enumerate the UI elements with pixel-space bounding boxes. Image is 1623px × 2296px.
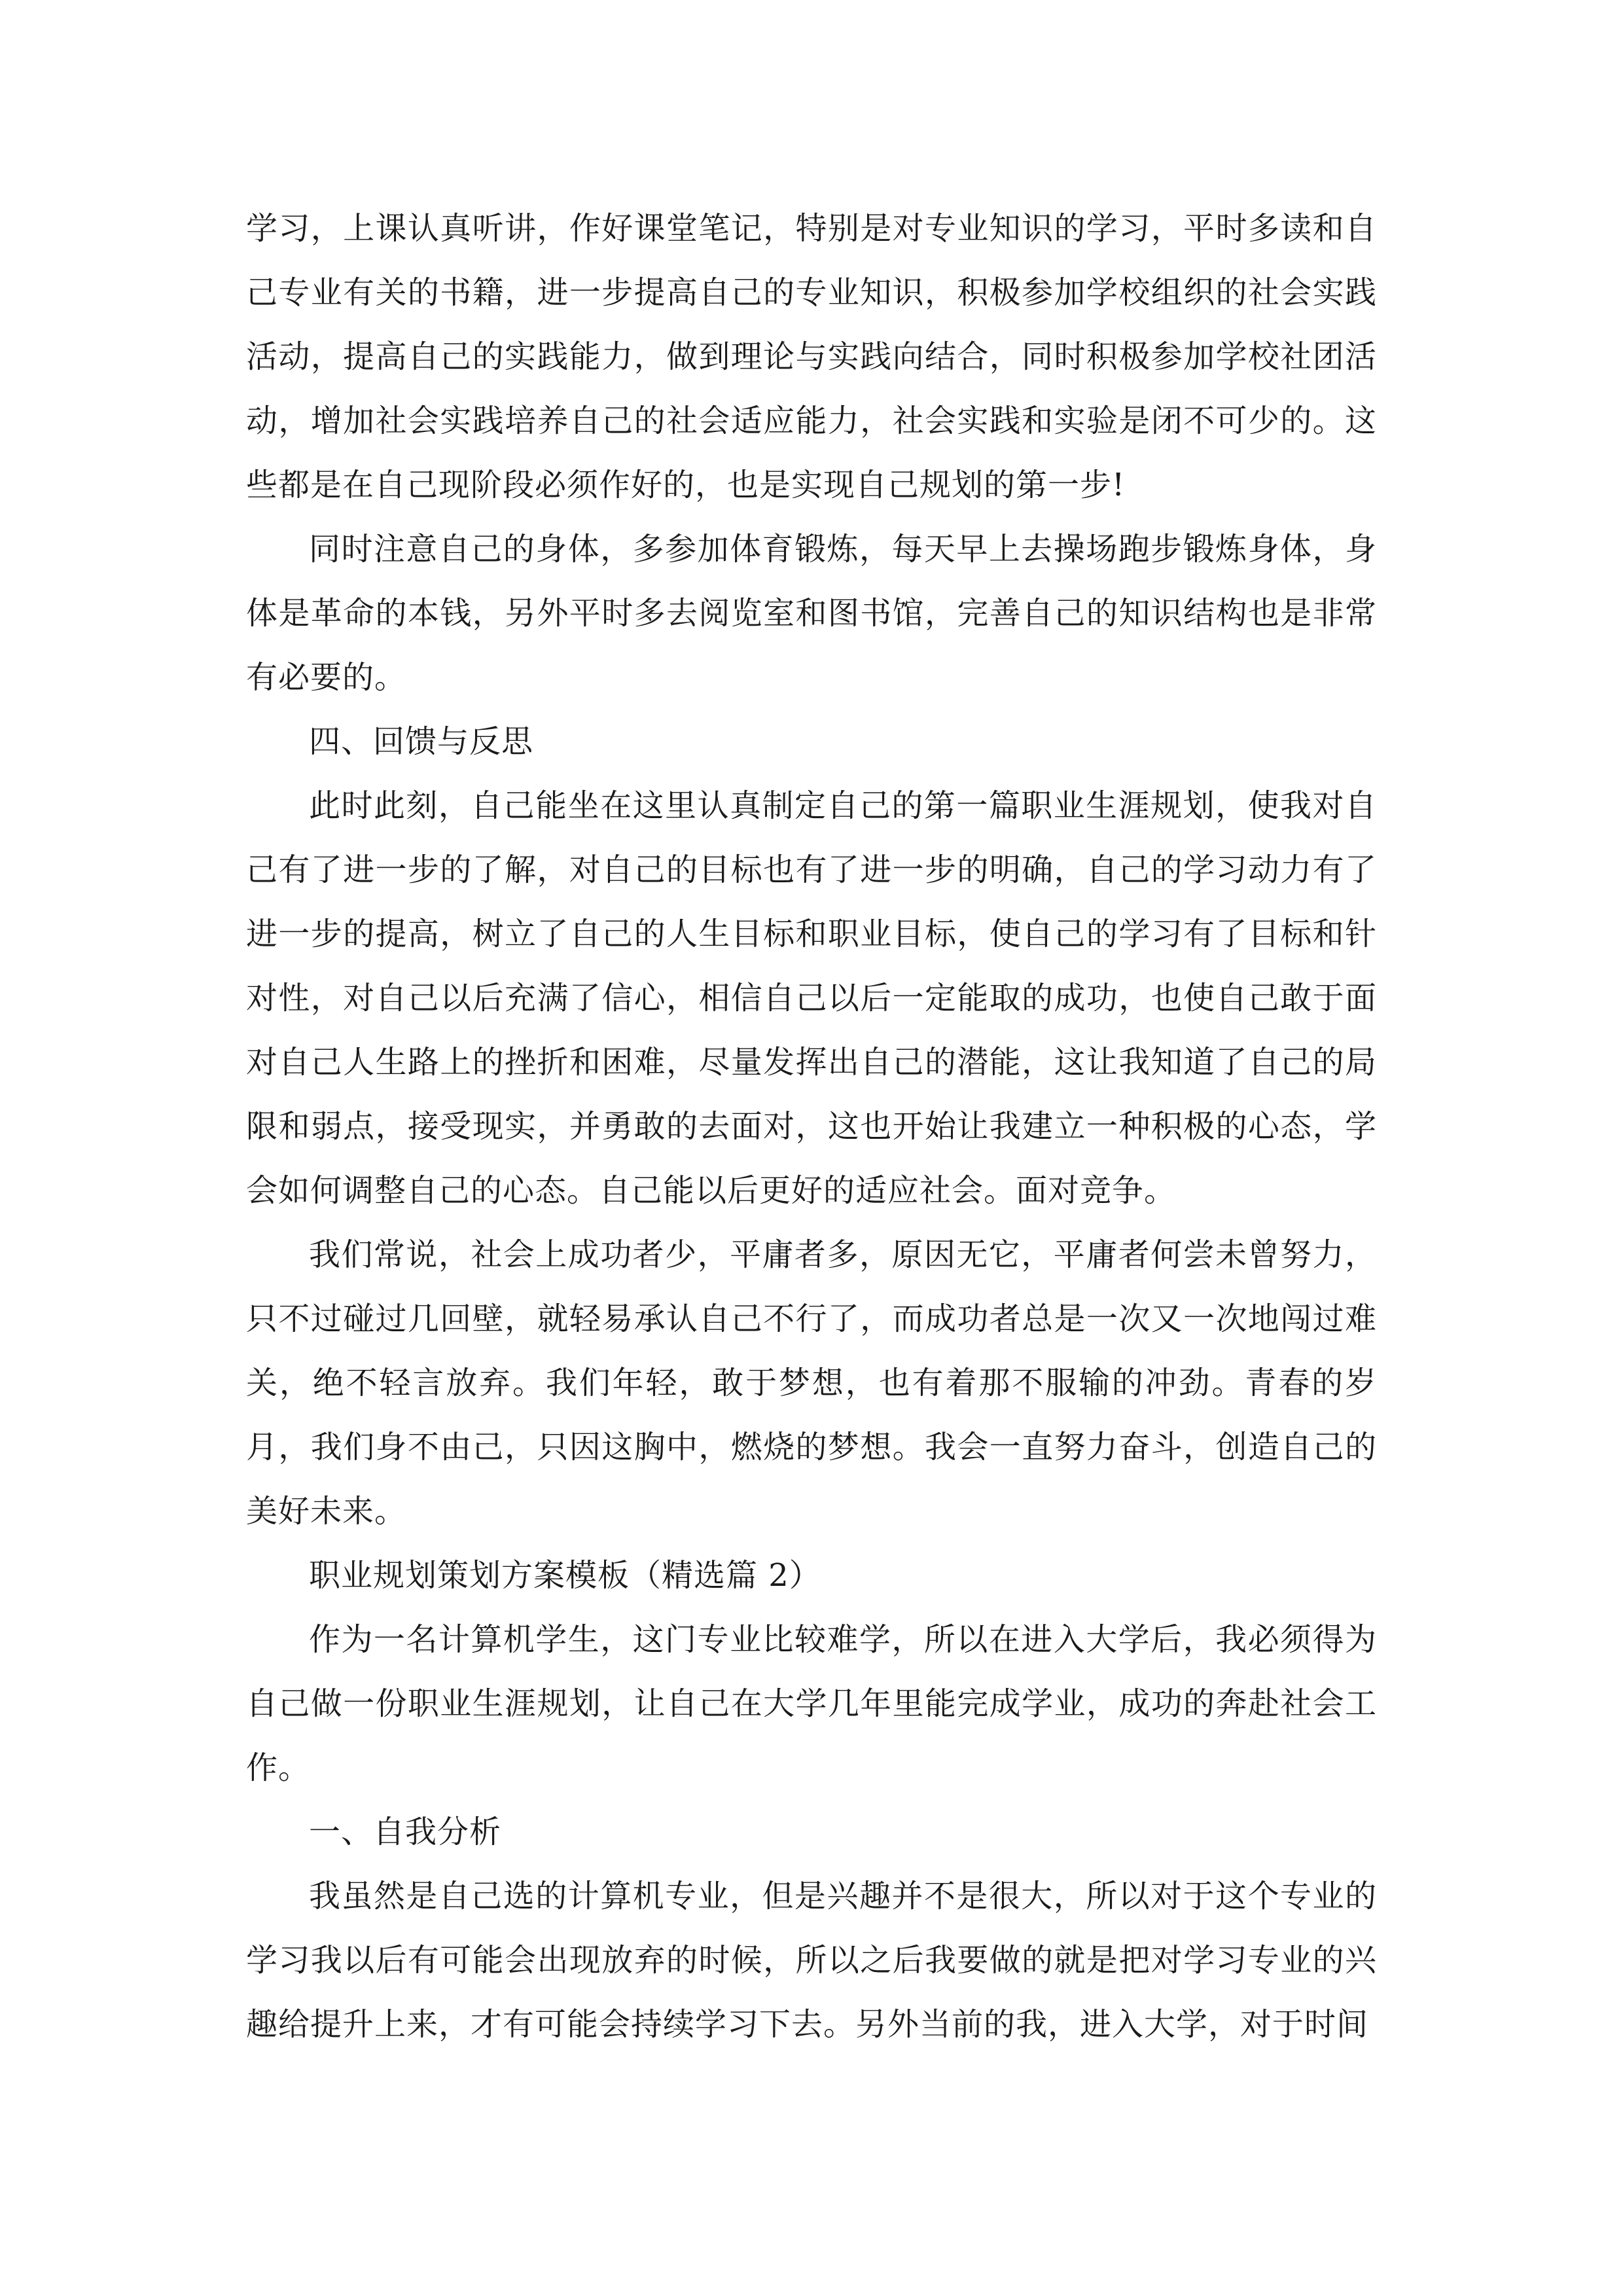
paragraph-success-dreams: 我们常说，社会上成功者少，平庸者多，原因无它，平庸者何尝未曾努力，只不过碰过几回壁，就轻易承认自己不行了，而成功者总是一次又一次地闯过难关，绝不轻言放弃。我们年轻，敢于梦想，也有着那不服输的冲劲。青春的岁月，我们身不由己，只因这胸中，燃烧的梦想。我会一直努力奋斗，创造自己的美好未来。 xyxy=(246,1236,1377,1530)
paragraph-continuation: 学习，上课认真听讲，作好课堂笔记，特别是对专业知识的学习，平时多读和自己专业有关的书籍，进一步提高自己的专业知识，积极参加学校组织的社会实践活动，提高自己的实践能力，做到理论与实践向结合，同时积极参加学校社团活动，增加社会实践培养自己的社会适应能力，社会实践和实验是闭不可少的。这些都是在自己现阶段必须作好的，也是实现自己规划的第一步! xyxy=(246,210,1377,503)
document-body xyxy=(246,196,1377,2056)
paragraph-computer-student-intro: 作为一名计算机学生，这门专业比较难学，所以在进入大学后，我必须得为自己做一份职业生涯规划，让自己在大学几年里能完成学业，成功的奔赴社会工作。 xyxy=(246,1621,1377,1786)
section-heading-feedback-reflection: 四、回馈与反思 xyxy=(309,723,534,760)
section-heading-self-analysis: 一、自我分析 xyxy=(309,1814,502,1850)
paragraph-self-analysis: 我虽然是自己选的计算机专业，但是兴趣并不是很大，所以对于这个专业的学习我以后有可能会出现放弃的时候，所以之后我要做的就是把对学习专业的兴趣给提升上来，才有可能会持续学习下去。另外当前的我，进入大学，对于时间 xyxy=(246,1878,1377,2043)
paragraph-physical-health: 同时注意自己的身体，多参加体育锻炼，每天早上去操场跑步锻炼身体，身体是革命的本钱，另外平时多去阅览室和图书馆，完善自己的知识结构也是非常有必要的。 xyxy=(246,531,1377,696)
paragraph-reflection: 此时此刻，自己能坐在这里认真制定自己的第一篇职业生涯规划，使我对自己有了进一步的了解，对自己的目标也有了进一步的明确，自己的学习动力有了进一步的提高，树立了自己的人生目标和职业目标，使自己的学习有了目标和针对性，对自己以后充满了信心，相信自己以后一定能取的成功，也使自己敢于面对自己人生路上的挫折和困难，尽量发挥出自己的潜能，这让我知道了自己的局限和弱点，接受现实，并勇敢的去面对，这也开始让我建立一种积极的心态，学会如何调整自己的心态。自己能以后更好的适应社会。面对竞争。 xyxy=(246,787,1377,1209)
section-heading-template-part-2: 职业规划策划方案模板（精选篇 2） xyxy=(309,1557,821,1594)
